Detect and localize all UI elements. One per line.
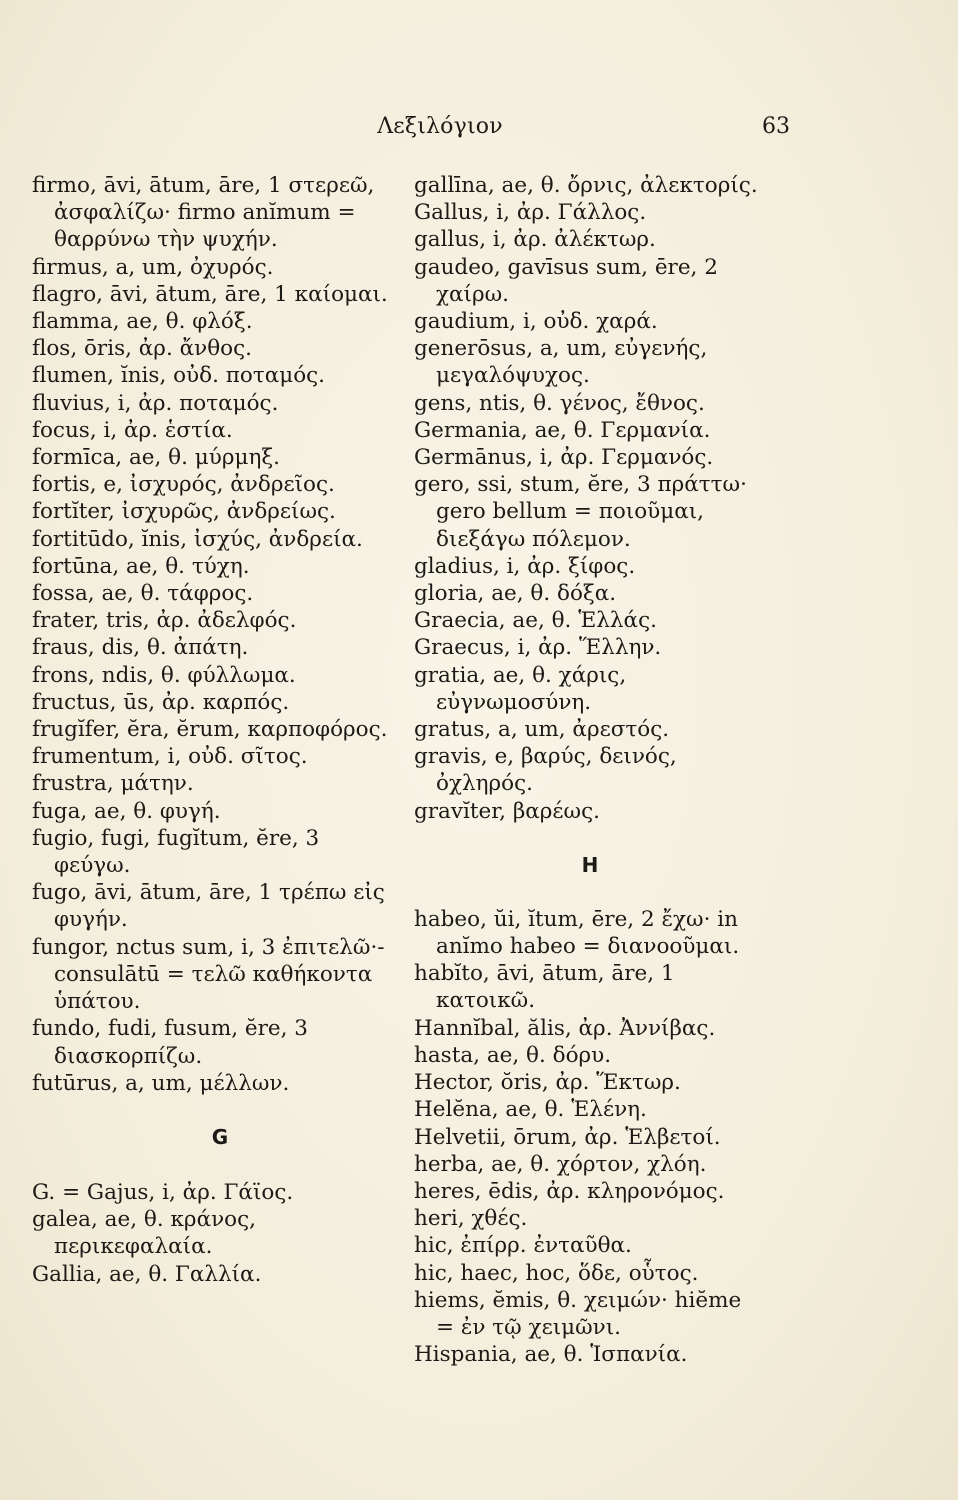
dictionary-entry: frater, tris, ἀρ. ἀδελφός. — [32, 608, 297, 634]
dictionary-entry: heres, ēdis, ἀρ. κληρονόμος. — [414, 1178, 725, 1204]
dictionary-entry: fugo, āvi, ātum, āre, 1 τρέπω εἰς φυγήν. — [32, 880, 385, 933]
dictionary-entry: fuga, ae, θ. φυγή. — [32, 798, 221, 824]
dictionary-entry: Germania, ae, θ. Γερμανία. — [414, 417, 711, 443]
dictionary-entry: Graecus, i, ἀρ. Ἕλλην. — [414, 635, 662, 661]
dictionary-entry: Hispania, ae, θ. Ἱσπανία. — [414, 1342, 688, 1368]
dictionary-entry: frustra, μάτην. — [32, 771, 194, 797]
dictionary-entry: fraus, dis, θ. ἀπάτη. — [32, 635, 249, 661]
dictionary-entry: Hannĭbal, ălis, ἀρ. Ἀννίβας. — [414, 1015, 716, 1041]
dictionary-entry: fortĭter, ἰσχυρῶς, ἀνδρείως. — [32, 499, 336, 525]
dictionary-entry: G. = Gajus, i, ἀρ. Γάϊος. — [32, 1179, 294, 1205]
dictionary-entry: habeo, ŭi, ĭtum, ēre, 2 ἔχω· in anĭmo habeo = διανοοῦμαι. — [414, 906, 740, 960]
dictionary-entry: gratia, ae, θ. χάρις, εὐγνωμοσύνη. — [414, 662, 627, 715]
right-column — [414, 172, 766, 1368]
dictionary-entry: hasta, ae, θ. δόρυ. — [414, 1042, 612, 1068]
dictionary-entry: gallus, i, ἀρ. ἀλέκτωρ. — [414, 227, 656, 253]
dictionary-entry: formīca, ae, θ. μύρμηξ. — [32, 445, 281, 471]
running-title: Λεξιλόγιον — [377, 114, 503, 139]
entries-f — [32, 172, 388, 1097]
dictionary-entry: frumentum, i, οὐδ. σῖτος. — [32, 744, 308, 770]
dictionary-entry: Helĕna, ae, θ. Ἑλένη. — [414, 1097, 647, 1123]
dictionary-entry: Germānus, i, ἀρ. Γερμανός. — [414, 445, 714, 471]
dictionary-entry: hic, ἐπίρρ. ἐνταῦθα. — [414, 1233, 632, 1259]
dictionary-entry: firmo, āvi, ātum, āre, 1 στερεῶ, ἀσφαλίζω· firmo anĭmum = θαρρύνω τὴν ψυχήν. — [32, 173, 375, 253]
dictionary-entry: fugio, fugi, fugĭtum, ĕre, 3 φεύγω. — [32, 825, 320, 879]
dictionary-entry: gaudium, i, οὐδ. χαρά. — [414, 309, 658, 335]
dictionary-entry: Hector, ŏris, ἀρ. Ἕκτωρ. — [414, 1070, 681, 1096]
dictionary-entry: habĭto, āvi, ātum, āre, 1 κατοικῶ. — [414, 961, 675, 1014]
dictionary-entry: gero, ssi, stum, ĕre, 3 πράττω· gero bellum = ποιοῦμαι, διεξάγω πόλεμον. — [414, 472, 747, 552]
dictionary-entry: Graecia, ae, θ. Ἑλλάς. — [414, 608, 657, 634]
dictionary-entry: hiems, ĕmis, θ. χειμών· hiĕme = ἐν τῷ χειμῶνι. — [414, 1287, 742, 1340]
dictionary-entry: fundo, fudi, fusum, ĕre, 3 διασκορπίζω. — [32, 1016, 308, 1069]
entries-g-right — [414, 172, 766, 825]
dictionary-entry: flamma, ae, θ. φλόξ. — [32, 309, 253, 335]
dictionary-entry: frons, ndis, θ. φύλλωμα. — [32, 662, 296, 688]
dictionary-entry: fortis, e, ἰσχυρός, ἀνδρεῖος. — [32, 472, 335, 498]
dictionary-entry: fluvius, i, ἀρ. ποταμός. — [32, 390, 279, 416]
dictionary-entry: Gallus, i, ἀρ. Γάλλος. — [414, 200, 647, 226]
dictionary-entry: fungor, nctus sum, i, 3 ἐπιτελῶ·-consulātū = τελῶ καθήκοντα ὑπάτου. — [32, 934, 385, 1015]
dictionary-entry: heri, χθές. — [414, 1206, 528, 1232]
dictionary-entry: gloria, ae, θ. δόξα. — [414, 581, 617, 607]
dictionary-entry: gens, ntis, θ. γένος, ἔθνος. — [414, 390, 705, 416]
dictionary-entry: fructus, ūs, ἀρ. καρπός. — [32, 689, 290, 715]
dictionary-entry: generōsus, a, um, εὐγενής, μεγαλόψυχος. — [414, 336, 708, 389]
section-heading-g: G — [211, 1124, 229, 1149]
dictionary-entry: gladius, i, ἀρ. ξίφος. — [414, 553, 636, 579]
dictionary-entry: gratus, a, um, ἀρεστός. — [414, 717, 670, 743]
dictionary-entry: hic, haec, hoc, ὅδε, οὗτος. — [414, 1260, 699, 1286]
dictionary-entry: futūrus, a, um, μέλλων. — [32, 1070, 290, 1096]
dictionary-entry: gaudeo, gavīsus sum, ēre, 2 χαίρω. — [414, 254, 718, 307]
dictionary-entry: herba, ae, θ. χόρτον, χλόη. — [414, 1151, 707, 1177]
dictionary-entry: Helvetii, ōrum, ἀρ. Ἑλβετοί. — [414, 1124, 721, 1150]
dictionary-entry: fortitūdo, ĭnis, ἰσχύς, ἀνδρεία. — [32, 526, 363, 552]
page-number: 63 — [762, 114, 790, 139]
dictionary-entry: flos, ōris, ἀρ. ἄνθος. — [32, 336, 252, 362]
dictionary-entry: gallīna, ae, θ. ὄρνις, ἀλεκτορίς. — [414, 173, 758, 198]
entries-h — [414, 906, 766, 1368]
dictionary-entry: fossa, ae, θ. τάφρος. — [32, 581, 254, 607]
entries-g-left — [32, 1179, 388, 1288]
left-column — [32, 172, 388, 1288]
dictionary-entry: focus, i, ἀρ. ἑστία. — [32, 417, 233, 443]
dictionary-entry: fortūna, ae, θ. τύχη. — [32, 553, 250, 579]
dictionary-entry: flagro, āvi, ātum, āre, 1 καίομαι. — [32, 281, 388, 307]
dictionary-entry: gravĭter, βαρέως. — [414, 798, 600, 824]
dictionary-entry: firmus, a, um, ὀχυρός. — [32, 254, 274, 280]
dictionary-entry: galea, ae, θ. κράνος, περικεφαλαία. — [32, 1207, 256, 1260]
dictionary-entry: Gallia, ae, θ. Γαλλία. — [32, 1261, 262, 1287]
dictionary-entry: frugĭfer, ĕra, ĕrum, καρποφόρος. — [32, 717, 388, 743]
section-heading-h: H — [581, 852, 599, 877]
dictionary-entry: gravis, e, βαρύς, δεινός, ὀχληρός. — [414, 744, 677, 797]
dictionary-entry: flumen, ĭnis, οὐδ. ποταμός. — [32, 363, 326, 389]
